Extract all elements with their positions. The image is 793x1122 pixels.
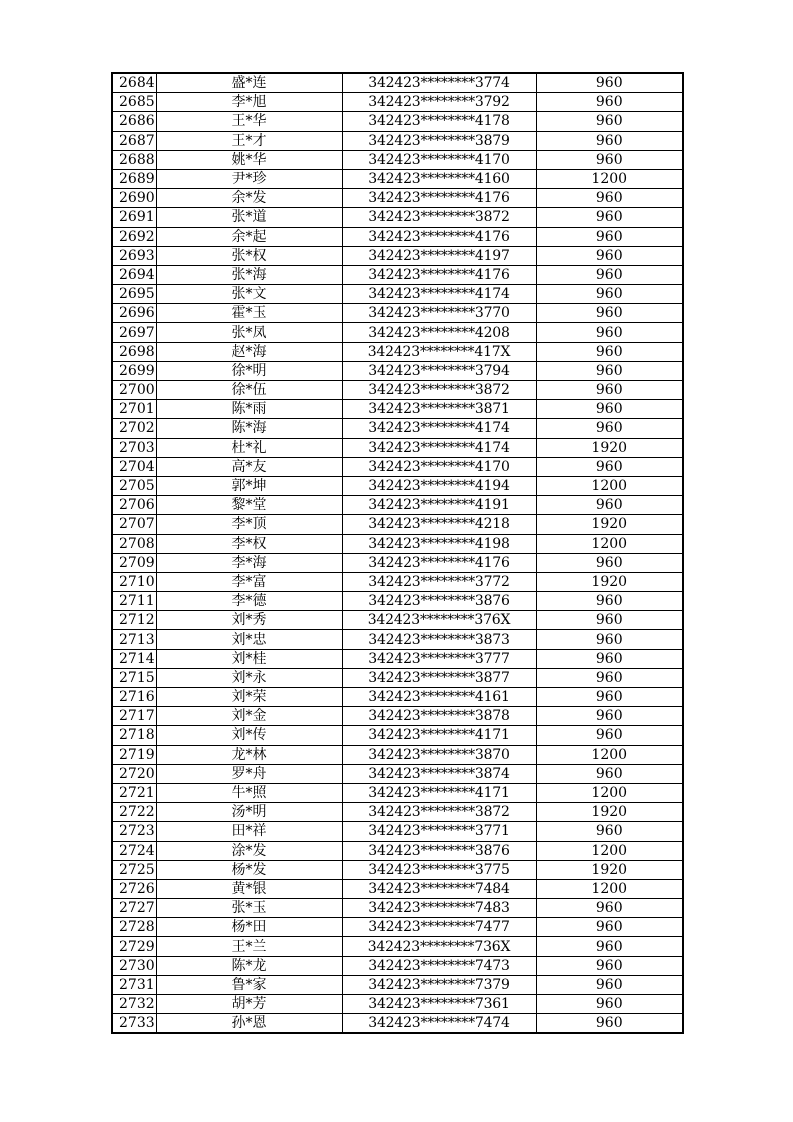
amount-cell: 960 — [536, 73, 683, 93]
amount-cell: 1200 — [536, 169, 683, 188]
amount-cell: 960 — [536, 496, 683, 515]
amount-cell: 960 — [536, 956, 683, 975]
row-number-cell: 2723 — [112, 822, 156, 841]
table-row — [112, 822, 683, 841]
table-row — [112, 304, 683, 323]
name-cell: 王*才 — [156, 131, 342, 150]
amount-cell: 960 — [536, 553, 683, 572]
table-row — [112, 169, 683, 188]
row-number-cell: 2730 — [112, 956, 156, 975]
id-number-cell: 342423********3772 — [342, 572, 536, 591]
row-number-cell: 2690 — [112, 189, 156, 208]
amount-cell: 960 — [536, 381, 683, 400]
row-number-cell: 2724 — [112, 841, 156, 860]
amount-cell: 960 — [536, 707, 683, 726]
table-row — [112, 630, 683, 649]
row-number-cell: 2708 — [112, 534, 156, 553]
table-row — [112, 649, 683, 668]
name-cell: 张*海 — [156, 265, 342, 284]
amount-cell: 960 — [536, 400, 683, 419]
amount-cell: 1200 — [536, 841, 683, 860]
table-row — [112, 208, 683, 227]
row-number-cell: 2706 — [112, 496, 156, 515]
amount-cell: 960 — [536, 975, 683, 994]
name-cell: 余*发 — [156, 189, 342, 208]
amount-cell: 960 — [536, 649, 683, 668]
table-row — [112, 73, 683, 93]
amount-cell: 960 — [536, 592, 683, 611]
id-number-cell: 342423********4170 — [342, 150, 536, 169]
id-number-cell: 342423********3872 — [342, 803, 536, 822]
name-cell: 龙*林 — [156, 745, 342, 764]
table-row — [112, 93, 683, 112]
table-row — [112, 1014, 683, 1034]
id-number-cell: 342423********4178 — [342, 112, 536, 131]
row-number-cell: 2701 — [112, 400, 156, 419]
id-number-cell: 342423********7484 — [342, 879, 536, 898]
row-number-cell: 2694 — [112, 265, 156, 284]
row-number-cell: 2731 — [112, 975, 156, 994]
row-number-cell: 2726 — [112, 879, 156, 898]
id-number-cell: 342423********3775 — [342, 860, 536, 879]
row-number-cell: 2728 — [112, 918, 156, 937]
amount-cell: 1920 — [536, 515, 683, 534]
table-row — [112, 476, 683, 495]
id-number-cell: 342423********3870 — [342, 745, 536, 764]
table-row — [112, 150, 683, 169]
id-number-cell: 342423********4160 — [342, 169, 536, 188]
name-cell: 尹*珍 — [156, 169, 342, 188]
table-row — [112, 323, 683, 342]
id-number-cell: 342423********4174 — [342, 285, 536, 304]
id-number-cell: 342423********4161 — [342, 688, 536, 707]
id-number-cell: 342423********4208 — [342, 323, 536, 342]
id-number-cell: 342423********3878 — [342, 707, 536, 726]
row-number-cell: 2729 — [112, 937, 156, 956]
id-number-cell: 342423********3771 — [342, 822, 536, 841]
name-cell: 陈*雨 — [156, 400, 342, 419]
row-number-cell: 2716 — [112, 688, 156, 707]
row-number-cell: 2712 — [112, 611, 156, 630]
amount-cell: 1200 — [536, 745, 683, 764]
name-cell: 黄*银 — [156, 879, 342, 898]
id-number-cell: 342423********4191 — [342, 496, 536, 515]
amount-cell: 1200 — [536, 783, 683, 802]
row-number-cell: 2714 — [112, 649, 156, 668]
name-cell: 刘*永 — [156, 668, 342, 687]
name-cell: 王*华 — [156, 112, 342, 131]
id-number-cell: 342423********7483 — [342, 899, 536, 918]
amount-cell: 1920 — [536, 860, 683, 879]
row-number-cell: 2710 — [112, 572, 156, 591]
id-number-cell: 342423********3770 — [342, 304, 536, 323]
row-number-cell: 2686 — [112, 112, 156, 131]
name-cell: 姚*华 — [156, 150, 342, 169]
name-cell: 牛*照 — [156, 783, 342, 802]
row-number-cell: 2705 — [112, 476, 156, 495]
id-number-cell: 342423********4171 — [342, 726, 536, 745]
table-row — [112, 803, 683, 822]
table-row — [112, 879, 683, 898]
name-cell: 徐*明 — [156, 361, 342, 380]
row-number-cell: 2719 — [112, 745, 156, 764]
row-number-cell: 2702 — [112, 419, 156, 438]
row-number-cell: 2711 — [112, 592, 156, 611]
name-cell: 高*友 — [156, 457, 342, 476]
table-row — [112, 956, 683, 975]
name-cell: 黎*堂 — [156, 496, 342, 515]
table-row — [112, 534, 683, 553]
table-row — [112, 764, 683, 783]
amount-cell: 960 — [536, 342, 683, 361]
row-number-cell: 2725 — [112, 860, 156, 879]
amount-cell: 1920 — [536, 803, 683, 822]
amount-cell: 960 — [536, 131, 683, 150]
table-row — [112, 457, 683, 476]
table-row — [112, 899, 683, 918]
amount-cell: 960 — [536, 630, 683, 649]
name-cell: 张*凤 — [156, 323, 342, 342]
table-row — [112, 918, 683, 937]
name-cell: 刘*秀 — [156, 611, 342, 630]
table-row — [112, 860, 683, 879]
table-row — [112, 688, 683, 707]
name-cell: 李*海 — [156, 553, 342, 572]
table-row — [112, 592, 683, 611]
name-cell: 陈*龙 — [156, 956, 342, 975]
name-cell: 郭*坤 — [156, 476, 342, 495]
row-number-cell: 2692 — [112, 227, 156, 246]
amount-cell: 960 — [536, 668, 683, 687]
id-number-cell: 342423********4170 — [342, 457, 536, 476]
row-number-cell: 2696 — [112, 304, 156, 323]
amount-cell: 1920 — [536, 572, 683, 591]
amount-cell: 960 — [536, 995, 683, 1014]
row-number-cell: 2688 — [112, 150, 156, 169]
row-number-cell: 2722 — [112, 803, 156, 822]
amount-cell: 960 — [536, 285, 683, 304]
amount-cell: 960 — [536, 323, 683, 342]
amount-cell: 960 — [536, 361, 683, 380]
table-row — [112, 285, 683, 304]
row-number-cell: 2684 — [112, 73, 156, 93]
row-number-cell: 2720 — [112, 764, 156, 783]
id-number-cell: 342423********3874 — [342, 764, 536, 783]
row-number-cell: 2689 — [112, 169, 156, 188]
row-number-cell: 2687 — [112, 131, 156, 150]
amount-cell: 960 — [536, 265, 683, 284]
name-cell: 李*旭 — [156, 93, 342, 112]
id-number-cell: 342423********3794 — [342, 361, 536, 380]
id-number-cell: 342423********3774 — [342, 73, 536, 93]
amount-cell: 960 — [536, 419, 683, 438]
row-number-cell: 2709 — [112, 553, 156, 572]
row-number-cell: 2693 — [112, 246, 156, 265]
amount-cell: 960 — [536, 227, 683, 246]
row-number-cell: 2695 — [112, 285, 156, 304]
amount-cell: 960 — [536, 764, 683, 783]
name-cell: 李*富 — [156, 572, 342, 591]
amount-cell: 960 — [536, 150, 683, 169]
name-cell: 汤*明 — [156, 803, 342, 822]
id-number-cell: 342423********4218 — [342, 515, 536, 534]
id-number-cell: 342423********4176 — [342, 265, 536, 284]
table-row — [112, 438, 683, 457]
id-number-cell: 342423********3873 — [342, 630, 536, 649]
name-cell: 李*德 — [156, 592, 342, 611]
id-number-cell: 342423********736X — [342, 937, 536, 956]
id-number-cell: 342423********3792 — [342, 93, 536, 112]
table-row — [112, 189, 683, 208]
row-number-cell: 2699 — [112, 361, 156, 380]
id-number-cell: 342423********376X — [342, 611, 536, 630]
name-cell: 刘*荣 — [156, 688, 342, 707]
name-cell: 赵*海 — [156, 342, 342, 361]
name-cell: 余*起 — [156, 227, 342, 246]
table-row — [112, 265, 683, 284]
amount-cell: 960 — [536, 937, 683, 956]
row-number-cell: 2727 — [112, 899, 156, 918]
amount-cell: 960 — [536, 918, 683, 937]
name-cell: 罗*舟 — [156, 764, 342, 783]
table-row — [112, 995, 683, 1014]
table-row — [112, 975, 683, 994]
table-row — [112, 707, 683, 726]
id-number-cell: 342423********4197 — [342, 246, 536, 265]
name-cell: 鲁*家 — [156, 975, 342, 994]
row-number-cell: 2703 — [112, 438, 156, 457]
id-number-cell: 342423********3876 — [342, 592, 536, 611]
table-row — [112, 496, 683, 515]
id-number-cell: 342423********4176 — [342, 189, 536, 208]
id-number-cell: 342423********7474 — [342, 1014, 536, 1034]
table-row — [112, 400, 683, 419]
table-row — [112, 361, 683, 380]
amount-cell: 960 — [536, 611, 683, 630]
amount-cell: 960 — [536, 688, 683, 707]
name-cell: 李*顶 — [156, 515, 342, 534]
name-cell: 胡*芳 — [156, 995, 342, 1014]
row-number-cell: 2732 — [112, 995, 156, 1014]
name-cell: 杨*田 — [156, 918, 342, 937]
name-cell: 张*权 — [156, 246, 342, 265]
table-row — [112, 419, 683, 438]
name-cell: 刘*忠 — [156, 630, 342, 649]
name-cell: 王*兰 — [156, 937, 342, 956]
id-number-cell: 342423********4198 — [342, 534, 536, 553]
amount-cell: 960 — [536, 112, 683, 131]
id-number-cell: 342423********4174 — [342, 438, 536, 457]
row-number-cell: 2733 — [112, 1014, 156, 1034]
table-row — [112, 668, 683, 687]
id-number-cell: 342423********4174 — [342, 419, 536, 438]
row-number-cell: 2704 — [112, 457, 156, 476]
row-number-cell: 2685 — [112, 93, 156, 112]
id-number-cell: 342423********7379 — [342, 975, 536, 994]
table-row — [112, 783, 683, 802]
amount-cell: 1920 — [536, 438, 683, 457]
amount-cell: 960 — [536, 899, 683, 918]
id-number-cell: 342423********7361 — [342, 995, 536, 1014]
roster-table-body — [112, 73, 683, 1033]
id-number-cell: 342423********3872 — [342, 381, 536, 400]
table-row — [112, 515, 683, 534]
table-row — [112, 937, 683, 956]
amount-cell: 960 — [536, 208, 683, 227]
name-cell: 杨*发 — [156, 860, 342, 879]
amount-cell: 960 — [536, 1014, 683, 1034]
amount-cell: 960 — [536, 246, 683, 265]
id-number-cell: 342423********4176 — [342, 553, 536, 572]
id-number-cell: 342423********3872 — [342, 208, 536, 227]
id-number-cell: 342423********3877 — [342, 668, 536, 687]
id-number-cell: 342423********4176 — [342, 227, 536, 246]
id-number-cell: 342423********7477 — [342, 918, 536, 937]
id-number-cell: 342423********4171 — [342, 783, 536, 802]
amount-cell: 960 — [536, 457, 683, 476]
table-row — [112, 131, 683, 150]
table-row — [112, 745, 683, 764]
name-cell: 涂*发 — [156, 841, 342, 860]
id-number-cell: 342423********7473 — [342, 956, 536, 975]
id-number-cell: 342423********4194 — [342, 476, 536, 495]
amount-cell: 960 — [536, 304, 683, 323]
id-number-cell: 342423********3876 — [342, 841, 536, 860]
table-row — [112, 112, 683, 131]
table-row — [112, 572, 683, 591]
name-cell: 刘*桂 — [156, 649, 342, 668]
id-number-cell: 342423********3879 — [342, 131, 536, 150]
amount-cell: 1200 — [536, 476, 683, 495]
row-number-cell: 2698 — [112, 342, 156, 361]
name-cell: 霍*玉 — [156, 304, 342, 323]
id-number-cell: 342423********417X — [342, 342, 536, 361]
table-row — [112, 381, 683, 400]
row-number-cell: 2700 — [112, 381, 156, 400]
amount-cell: 960 — [536, 189, 683, 208]
roster-table — [111, 72, 684, 1034]
name-cell: 刘*传 — [156, 726, 342, 745]
row-number-cell: 2717 — [112, 707, 156, 726]
row-number-cell: 2697 — [112, 323, 156, 342]
row-number-cell: 2691 — [112, 208, 156, 227]
amount-cell: 960 — [536, 726, 683, 745]
row-number-cell: 2721 — [112, 783, 156, 802]
table-row — [112, 246, 683, 265]
table-row — [112, 841, 683, 860]
id-number-cell: 342423********3777 — [342, 649, 536, 668]
id-number-cell: 342423********3871 — [342, 400, 536, 419]
name-cell: 李*权 — [156, 534, 342, 553]
name-cell: 刘*金 — [156, 707, 342, 726]
name-cell: 孙*恩 — [156, 1014, 342, 1034]
amount-cell: 960 — [536, 822, 683, 841]
row-number-cell: 2718 — [112, 726, 156, 745]
row-number-cell: 2715 — [112, 668, 156, 687]
amount-cell: 960 — [536, 93, 683, 112]
name-cell: 陈*海 — [156, 419, 342, 438]
name-cell: 张*玉 — [156, 899, 342, 918]
amount-cell: 1200 — [536, 534, 683, 553]
row-number-cell: 2713 — [112, 630, 156, 649]
name-cell: 盛*连 — [156, 73, 342, 93]
name-cell: 杜*礼 — [156, 438, 342, 457]
name-cell: 张*文 — [156, 285, 342, 304]
table-row — [112, 726, 683, 745]
name-cell: 徐*伍 — [156, 381, 342, 400]
name-cell: 田*祥 — [156, 822, 342, 841]
table-row — [112, 611, 683, 630]
name-cell: 张*道 — [156, 208, 342, 227]
table-row — [112, 227, 683, 246]
table-row — [112, 553, 683, 572]
table-row — [112, 342, 683, 361]
row-number-cell: 2707 — [112, 515, 156, 534]
amount-cell: 1200 — [536, 879, 683, 898]
